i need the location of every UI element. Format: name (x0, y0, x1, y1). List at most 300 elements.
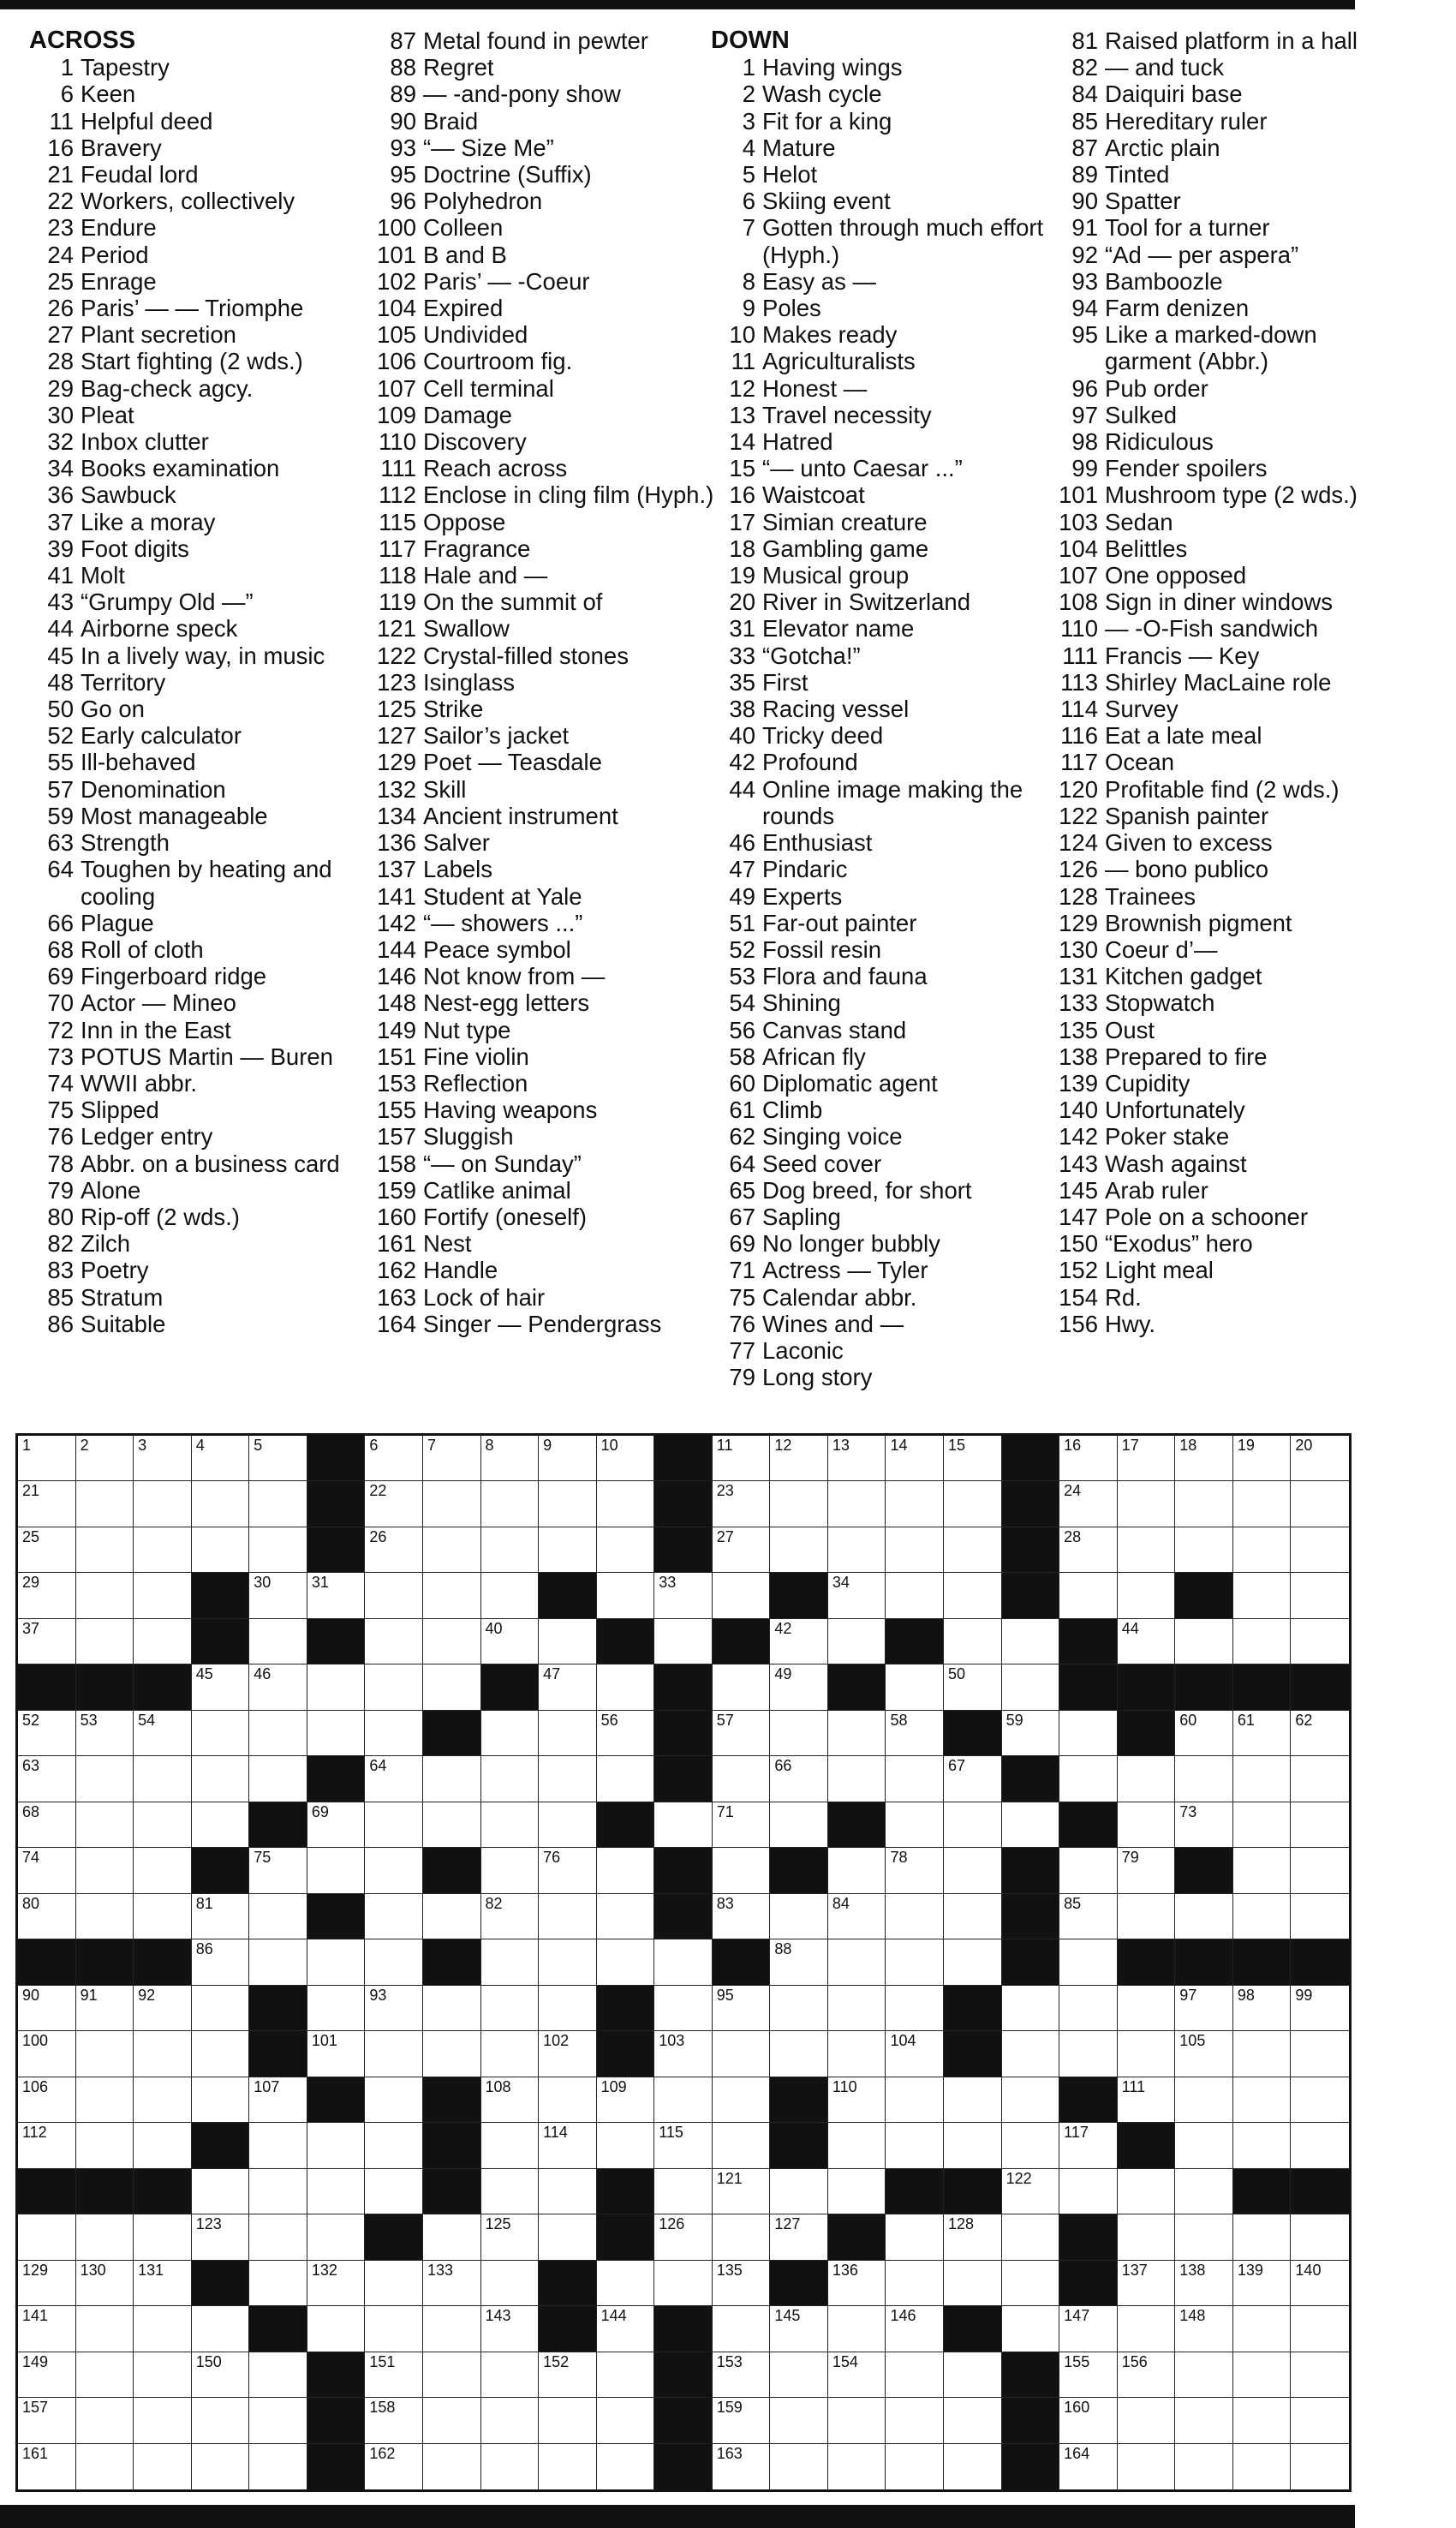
grid-square[interactable] (307, 2261, 366, 2306)
grid-square[interactable] (365, 1619, 423, 1664)
grid-square[interactable] (597, 2444, 655, 2489)
grid-square[interactable] (1291, 1756, 1349, 1802)
grid-square[interactable] (481, 1986, 540, 2031)
grid-square[interactable] (1175, 2352, 1233, 2398)
grid-square[interactable] (1233, 1573, 1292, 1618)
grid-square[interactable] (18, 2306, 76, 2352)
grid-square[interactable] (134, 2214, 192, 2260)
grid-square[interactable] (76, 1756, 134, 1802)
grid-square[interactable] (481, 1848, 540, 1893)
grid-square[interactable] (1118, 2398, 1176, 2443)
grid-square[interactable] (944, 2077, 1002, 2123)
grid-square[interactable] (1175, 1802, 1233, 1848)
grid-square[interactable] (365, 1802, 423, 1848)
grid-square[interactable] (134, 2261, 192, 2306)
grid-square[interactable] (134, 1481, 192, 1527)
grid-square[interactable] (134, 1711, 192, 1756)
grid-square[interactable] (828, 1527, 886, 1573)
grid-square[interactable] (1118, 1619, 1176, 1664)
grid-square[interactable] (770, 2169, 828, 2214)
grid-square[interactable] (654, 2031, 713, 2077)
grid-square[interactable] (1233, 2398, 1292, 2443)
grid-square[interactable] (886, 1802, 944, 1848)
grid-square[interactable] (481, 2306, 540, 2352)
grid-square[interactable] (1059, 2169, 1118, 2214)
grid-square[interactable] (307, 1711, 366, 1756)
grid-square[interactable] (654, 1939, 713, 1985)
grid-square[interactable] (134, 2444, 192, 2489)
grid-square[interactable] (1118, 1756, 1176, 1802)
grid-square[interactable] (192, 2444, 250, 2489)
grid-square[interactable] (249, 1573, 307, 1618)
grid-square[interactable] (597, 2306, 655, 2352)
grid-square[interactable] (654, 2169, 713, 2214)
grid-square[interactable] (134, 2031, 192, 2077)
grid-square[interactable] (76, 2398, 134, 2443)
grid-square[interactable] (770, 1527, 828, 1573)
grid-square[interactable] (1002, 2261, 1060, 2306)
grid-square[interactable] (192, 1756, 250, 1802)
grid-square[interactable] (18, 1986, 76, 2031)
grid-square[interactable] (481, 2398, 540, 2443)
grid-square[interactable] (249, 2123, 307, 2168)
grid-square[interactable] (1291, 1894, 1349, 1939)
grid-square[interactable] (1175, 1436, 1233, 1481)
grid-square[interactable] (886, 2077, 944, 2123)
grid-square[interactable] (76, 2123, 134, 2168)
grid-square[interactable] (1233, 1711, 1292, 1756)
grid-square[interactable] (249, 2444, 307, 2489)
grid-square[interactable] (944, 2261, 1002, 2306)
grid-square[interactable] (423, 2444, 481, 2489)
grid-square[interactable] (944, 2352, 1002, 2398)
grid-square[interactable] (1059, 1436, 1118, 1481)
grid-square[interactable] (713, 2398, 771, 2443)
grid-square[interactable] (597, 1939, 655, 1985)
grid-square[interactable] (886, 2444, 944, 2489)
grid-square[interactable] (886, 1664, 944, 1710)
grid-square[interactable] (192, 1986, 250, 2031)
grid-square[interactable] (828, 1619, 886, 1664)
grid-square[interactable] (1118, 2261, 1176, 2306)
grid-square[interactable] (481, 1527, 540, 1573)
grid-square[interactable] (1233, 1619, 1292, 1664)
grid-square[interactable] (365, 1436, 423, 1481)
grid-square[interactable] (1002, 1664, 1060, 1710)
grid-square[interactable] (481, 2077, 540, 2123)
grid-square[interactable] (713, 2077, 771, 2123)
grid-square[interactable] (192, 1711, 250, 1756)
grid-square[interactable] (134, 1527, 192, 1573)
grid-square[interactable] (481, 2261, 540, 2306)
grid-square[interactable] (770, 2444, 828, 2489)
grid-square[interactable] (481, 1619, 540, 1664)
grid-square[interactable] (886, 2214, 944, 2260)
grid-square[interactable] (1118, 1802, 1176, 1848)
grid-square[interactable] (828, 2123, 886, 2168)
grid-square[interactable] (597, 2123, 655, 2168)
grid-square[interactable] (1059, 1573, 1118, 1618)
grid-square[interactable] (539, 1664, 597, 1710)
grid-square[interactable] (770, 2306, 828, 2352)
grid-square[interactable] (944, 1802, 1002, 1848)
grid-square[interactable] (481, 1894, 540, 1939)
grid-square[interactable] (1291, 2123, 1349, 2168)
grid-square[interactable] (539, 1436, 597, 1481)
grid-square[interactable] (249, 1711, 307, 1756)
grid-square[interactable] (307, 1664, 366, 1710)
grid-square[interactable] (365, 2123, 423, 2168)
grid-square[interactable] (134, 2398, 192, 2443)
grid-square[interactable] (713, 2444, 771, 2489)
grid-square[interactable] (481, 2031, 540, 2077)
grid-square[interactable] (1233, 1436, 1292, 1481)
grid-square[interactable] (770, 2352, 828, 2398)
grid-square[interactable] (481, 1573, 540, 1618)
grid-square[interactable] (307, 1802, 366, 1848)
grid-square[interactable] (770, 1894, 828, 1939)
grid-square[interactable] (192, 2306, 250, 2352)
grid-square[interactable] (654, 1619, 713, 1664)
grid-square[interactable] (770, 2031, 828, 2077)
grid-square[interactable] (1233, 2031, 1292, 2077)
grid-square[interactable] (1059, 1481, 1118, 1527)
grid-square[interactable] (770, 1939, 828, 1985)
grid-square[interactable] (1059, 2031, 1118, 2077)
grid-square[interactable] (597, 1664, 655, 1710)
grid-square[interactable] (1291, 2031, 1349, 2077)
grid-square[interactable] (770, 2214, 828, 2260)
grid-square[interactable] (539, 1711, 597, 1756)
grid-square[interactable] (249, 1939, 307, 1985)
grid-square[interactable] (944, 2444, 1002, 2489)
grid-square[interactable] (886, 2398, 944, 2443)
grid-square[interactable] (1002, 2169, 1060, 2214)
grid-square[interactable] (76, 1573, 134, 1618)
grid-square[interactable] (770, 2398, 828, 2443)
grid-square[interactable] (1175, 1986, 1233, 2031)
grid-square[interactable] (1291, 1481, 1349, 1527)
grid-square[interactable] (713, 2123, 771, 2168)
grid-square[interactable] (1291, 2398, 1349, 2443)
grid-square[interactable] (307, 1939, 366, 1985)
grid-square[interactable] (713, 1481, 771, 1527)
grid-square[interactable] (828, 1711, 886, 1756)
grid-square[interactable] (76, 2352, 134, 2398)
grid-square[interactable] (307, 2169, 366, 2214)
grid-square[interactable] (1118, 2169, 1176, 2214)
grid-square[interactable] (1233, 2352, 1292, 2398)
grid-square[interactable] (18, 1619, 76, 1664)
grid-square[interactable] (539, 2169, 597, 2214)
grid-square[interactable] (76, 1481, 134, 1527)
grid-square[interactable] (828, 1939, 886, 1985)
grid-square[interactable] (423, 1481, 481, 1527)
grid-square[interactable] (365, 1573, 423, 1618)
grid-square[interactable] (886, 1894, 944, 1939)
grid-square[interactable] (713, 2352, 771, 2398)
grid-square[interactable] (828, 2031, 886, 2077)
grid-square[interactable] (1233, 1756, 1292, 1802)
grid-square[interactable] (365, 1664, 423, 1710)
grid-square[interactable] (1291, 2444, 1349, 2489)
grid-square[interactable] (365, 1481, 423, 1527)
grid-square[interactable] (539, 1527, 597, 1573)
grid-square[interactable] (18, 2444, 76, 2489)
grid-square[interactable] (423, 1756, 481, 1802)
grid-square[interactable] (307, 2123, 366, 2168)
grid-square[interactable] (18, 2352, 76, 2398)
grid-square[interactable] (944, 1664, 1002, 1710)
grid-square[interactable] (1233, 2261, 1292, 2306)
grid-square[interactable] (539, 2077, 597, 2123)
grid-square[interactable] (134, 2123, 192, 2168)
grid-square[interactable] (654, 1986, 713, 2031)
grid-square[interactable] (1059, 1986, 1118, 2031)
grid-square[interactable] (481, 2123, 540, 2168)
grid-square[interactable] (713, 1573, 771, 1618)
grid-square[interactable] (1175, 2031, 1233, 2077)
grid-square[interactable] (944, 1939, 1002, 1985)
grid-square[interactable] (18, 2261, 76, 2306)
grid-square[interactable] (944, 1894, 1002, 1939)
grid-square[interactable] (539, 2214, 597, 2260)
grid-square[interactable] (365, 1986, 423, 2031)
grid-square[interactable] (597, 1711, 655, 1756)
grid-square[interactable] (1059, 2444, 1118, 2489)
grid-square[interactable] (365, 1848, 423, 1893)
grid-square[interactable] (1118, 2444, 1176, 2489)
grid-square[interactable] (1291, 2306, 1349, 2352)
grid-square[interactable] (192, 1436, 250, 1481)
grid-square[interactable] (249, 1664, 307, 1710)
grid-square[interactable] (365, 2261, 423, 2306)
grid-square[interactable] (944, 1481, 1002, 1527)
grid-square[interactable] (481, 1481, 540, 1527)
grid-square[interactable] (944, 1848, 1002, 1893)
grid-square[interactable] (1059, 2123, 1118, 2168)
grid-square[interactable] (886, 1527, 944, 1573)
grid-square[interactable] (365, 2398, 423, 2443)
grid-square[interactable] (886, 1986, 944, 2031)
grid-square[interactable] (76, 1527, 134, 1573)
grid-square[interactable] (18, 1894, 76, 1939)
grid-square[interactable] (76, 1711, 134, 1756)
grid-square[interactable] (828, 2077, 886, 2123)
grid-square[interactable] (1175, 2306, 1233, 2352)
grid-square[interactable] (134, 1986, 192, 2031)
grid-square[interactable] (76, 2214, 134, 2260)
grid-square[interactable] (365, 1939, 423, 1985)
grid-square[interactable] (249, 2214, 307, 2260)
grid-square[interactable] (1291, 1527, 1349, 1573)
grid-square[interactable] (886, 1481, 944, 1527)
grid-square[interactable] (1118, 1573, 1176, 1618)
grid-square[interactable] (944, 2123, 1002, 2168)
grid-square[interactable] (134, 1848, 192, 1893)
grid-square[interactable] (423, 2398, 481, 2443)
grid-square[interactable] (886, 1939, 944, 1985)
grid-square[interactable] (1291, 1711, 1349, 1756)
grid-square[interactable] (481, 2169, 540, 2214)
grid-square[interactable] (713, 1527, 771, 1573)
grid-square[interactable] (713, 1756, 771, 1802)
grid-square[interactable] (1002, 1986, 1060, 2031)
grid-square[interactable] (365, 1527, 423, 1573)
grid-square[interactable] (423, 1527, 481, 1573)
grid-square[interactable] (539, 2444, 597, 2489)
grid-square[interactable] (828, 1481, 886, 1527)
grid-square[interactable] (365, 1711, 423, 1756)
grid-square[interactable] (597, 1527, 655, 1573)
grid-square[interactable] (192, 2214, 250, 2260)
grid-square[interactable] (1059, 2398, 1118, 2443)
grid-square[interactable] (597, 1573, 655, 1618)
grid-square[interactable] (307, 1986, 366, 2031)
grid-square[interactable] (307, 1573, 366, 1618)
grid-square[interactable] (1291, 2214, 1349, 2260)
grid-square[interactable] (192, 1802, 250, 1848)
grid-square[interactable] (134, 2352, 192, 2398)
grid-square[interactable] (249, 1527, 307, 1573)
grid-square[interactable] (134, 2306, 192, 2352)
grid-square[interactable] (76, 1436, 134, 1481)
grid-square[interactable] (18, 1527, 76, 1573)
grid-square[interactable] (713, 1436, 771, 1481)
grid-square[interactable] (423, 1894, 481, 1939)
grid-square[interactable] (828, 1986, 886, 2031)
grid-square[interactable] (1233, 1894, 1292, 1939)
grid-square[interactable] (828, 1756, 886, 1802)
grid-square[interactable] (1291, 1802, 1349, 1848)
grid-square[interactable] (423, 1802, 481, 1848)
grid-square[interactable] (481, 1939, 540, 1985)
grid-square[interactable] (134, 2077, 192, 2123)
grid-square[interactable] (18, 2214, 76, 2260)
grid-square[interactable] (1233, 2123, 1292, 2168)
grid-square[interactable] (713, 2261, 771, 2306)
grid-square[interactable] (481, 1711, 540, 1756)
grid-square[interactable] (770, 1802, 828, 1848)
grid-square[interactable] (886, 1756, 944, 1802)
grid-square[interactable] (249, 1848, 307, 1893)
grid-square[interactable] (654, 2261, 713, 2306)
grid-square[interactable] (18, 2123, 76, 2168)
grid-square[interactable] (18, 2077, 76, 2123)
grid-square[interactable] (481, 2352, 540, 2398)
grid-square[interactable] (770, 1436, 828, 1481)
grid-square[interactable] (76, 1802, 134, 1848)
grid-square[interactable] (1118, 1436, 1176, 1481)
grid-square[interactable] (886, 2031, 944, 2077)
grid-square[interactable] (539, 1894, 597, 1939)
grid-square[interactable] (1059, 1711, 1118, 1756)
grid-square[interactable] (713, 2031, 771, 2077)
grid-square[interactable] (944, 1619, 1002, 1664)
grid-square[interactable] (1118, 1894, 1176, 1939)
grid-square[interactable] (1233, 1481, 1292, 1527)
grid-square[interactable] (1175, 1894, 1233, 1939)
grid-square[interactable] (76, 1619, 134, 1664)
grid-square[interactable] (423, 2352, 481, 2398)
grid-square[interactable] (597, 1436, 655, 1481)
grid-square[interactable] (1118, 2077, 1176, 2123)
grid-square[interactable] (249, 1894, 307, 1939)
grid-square[interactable] (249, 2398, 307, 2443)
grid-square[interactable] (76, 2306, 134, 2352)
grid-square[interactable] (828, 1573, 886, 1618)
grid-square[interactable] (944, 1527, 1002, 1573)
grid-square[interactable] (1059, 1939, 1118, 1985)
grid-square[interactable] (944, 2214, 1002, 2260)
grid-square[interactable] (1118, 1848, 1176, 1893)
grid-square[interactable] (713, 1894, 771, 1939)
grid-square[interactable] (539, 2352, 597, 2398)
grid-square[interactable] (18, 1436, 76, 1481)
grid-square[interactable] (828, 1848, 886, 1893)
grid-square[interactable] (1175, 2169, 1233, 2214)
grid-square[interactable] (192, 1481, 250, 1527)
grid-square[interactable] (770, 1481, 828, 1527)
grid-square[interactable] (249, 2352, 307, 2398)
grid-square[interactable] (249, 1756, 307, 1802)
grid-square[interactable] (770, 1711, 828, 1756)
grid-square[interactable] (192, 2352, 250, 2398)
grid-square[interactable] (1118, 1527, 1176, 1573)
grid-square[interactable] (1002, 1711, 1060, 1756)
grid-square[interactable] (307, 1848, 366, 1893)
grid-square[interactable] (539, 2031, 597, 2077)
grid-square[interactable] (654, 2214, 713, 2260)
grid-square[interactable] (481, 1436, 540, 1481)
grid-square[interactable] (134, 1619, 192, 1664)
grid-square[interactable] (365, 2077, 423, 2123)
grid-square[interactable] (1175, 2214, 1233, 2260)
grid-square[interactable] (1059, 1756, 1118, 1802)
grid-square[interactable] (539, 1939, 597, 1985)
grid-square[interactable] (307, 2031, 366, 2077)
grid-square[interactable] (365, 2306, 423, 2352)
grid-square[interactable] (76, 1848, 134, 1893)
grid-square[interactable] (539, 1802, 597, 1848)
grid-square[interactable] (365, 1894, 423, 1939)
grid-square[interactable] (1059, 2352, 1118, 2398)
grid-square[interactable] (18, 1711, 76, 1756)
grid-square[interactable] (18, 2031, 76, 2077)
grid-square[interactable] (944, 1436, 1002, 1481)
grid-square[interactable] (76, 2077, 134, 2123)
grid-square[interactable] (134, 1436, 192, 1481)
grid-square[interactable] (1175, 2398, 1233, 2443)
grid-square[interactable] (249, 2169, 307, 2214)
grid-square[interactable] (1175, 1619, 1233, 1664)
grid-square[interactable] (597, 2352, 655, 2398)
grid-square[interactable] (18, 1848, 76, 1893)
grid-square[interactable] (192, 1894, 250, 1939)
grid-square[interactable] (249, 1481, 307, 1527)
grid-square[interactable] (1118, 1986, 1176, 2031)
grid-square[interactable] (713, 1802, 771, 1848)
grid-square[interactable] (828, 1894, 886, 1939)
grid-square[interactable] (1002, 2031, 1060, 2077)
grid-square[interactable] (1233, 1986, 1292, 2031)
grid-square[interactable] (539, 1756, 597, 1802)
grid-square[interactable] (1291, 2261, 1349, 2306)
grid-square[interactable] (365, 2169, 423, 2214)
grid-square[interactable] (1002, 1619, 1060, 1664)
grid-square[interactable] (713, 1664, 771, 1710)
grid-square[interactable] (249, 2261, 307, 2306)
